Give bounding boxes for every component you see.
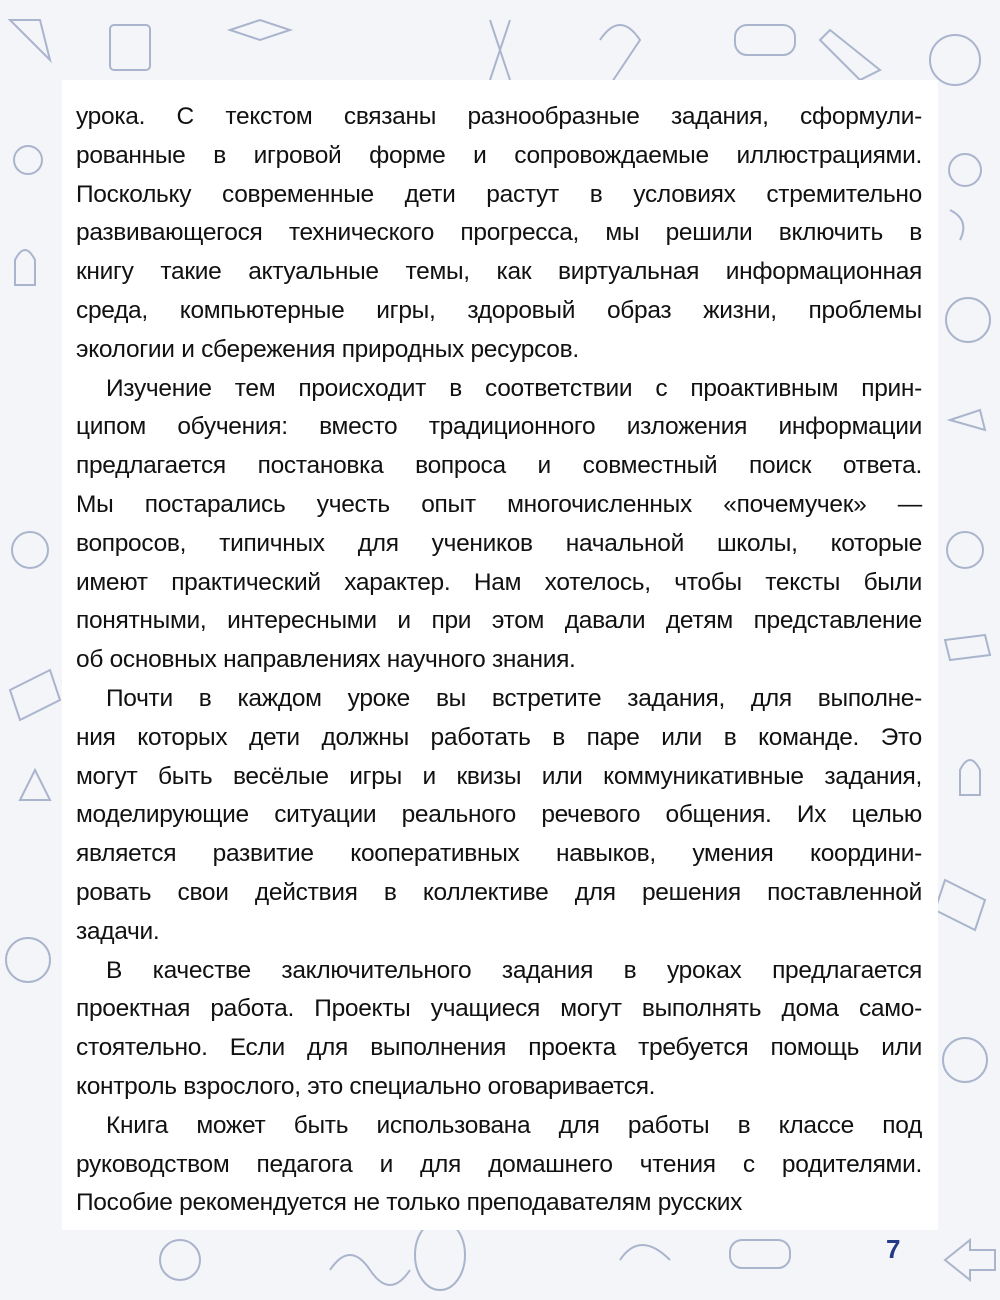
- text-line: понятными, интересными и при этом давали детям представление: [76, 607, 922, 635]
- text-line: Пособие рекомендуется не только преподавателям русских: [76, 1189, 743, 1217]
- text-line: могут быть весёлые игры и квизы или коммуникативные задания,: [76, 762, 922, 790]
- text-line: вопросов, типичных для учеников начальной школы, которые: [76, 529, 922, 557]
- text-line: экологии и сбережения природных ресурсов.: [76, 335, 579, 363]
- text-line: Почти в каждом уроке вы встретите задания, для выполне-: [106, 684, 922, 712]
- text-line: моделирующие ситуации реального речевого общения. Их целью: [76, 801, 922, 829]
- text-line: Поскольку современные дети растут в условиях стремительно: [76, 180, 922, 208]
- paragraph: [76, 98, 922, 370]
- text-line: руководством педагога и для домашнего чтения с родителями.: [76, 1150, 922, 1178]
- text-line: является развитие кооперативных навыков, умения координи-: [76, 840, 922, 868]
- text-line: развивающегося технического прогресса, мы решили включить в: [76, 219, 922, 247]
- text-line: контроль взрослого, это специально оговаривается.: [76, 1072, 656, 1100]
- text-line: среда, компьютерные игры, здоровый образ жизни, проблемы: [76, 296, 922, 324]
- text-line: стоятельно. Если для выполнения проекта требуется помощь или: [76, 1034, 922, 1062]
- text-line: книгу такие актуальные темы, как виртуальная информационная: [76, 258, 922, 286]
- paragraph: [76, 1107, 922, 1223]
- text-line: Изучение тем происходит в соответствии с проактивным прин-: [106, 374, 922, 402]
- text-line: Книга может быть использована для работы в классе под: [106, 1111, 922, 1139]
- text-line: ния которых дети должны работать в паре или в команде. Это: [76, 723, 922, 751]
- body-text: [76, 98, 922, 1223]
- text-line: имеют практический характер. Нам хотелось, чтобы тексты были: [76, 568, 922, 596]
- text-line: предлагается постановка вопроса и совместный поиск ответа.: [76, 452, 922, 480]
- text-line: задачи.: [76, 917, 160, 945]
- text-line: ципом обучения: вместо традиционного изложения информации: [76, 413, 922, 441]
- page-number: 7: [886, 1234, 901, 1264]
- paragraph: [76, 952, 922, 1107]
- text-line: урока. С текстом связаны разнообразные задания, сформули-: [76, 103, 922, 130]
- text-line: рованные в игровой форме и сопровождаемые иллюстрациями.: [76, 141, 922, 169]
- text-line: об основных направлениях научного знания.: [76, 646, 576, 674]
- paragraph: [76, 680, 922, 952]
- text-line: В качестве заключительного задания в уроках предлагается: [106, 956, 922, 984]
- text-line: ровать свои действия в коллективе для решения поставленной: [76, 878, 922, 906]
- text-line: Мы постарались учесть опыт многочисленных «почемучек» —: [76, 490, 922, 518]
- paragraph: [76, 370, 922, 680]
- text-line: проектная работа. Проекты учащиеся могут выполнять дома само-: [76, 995, 922, 1023]
